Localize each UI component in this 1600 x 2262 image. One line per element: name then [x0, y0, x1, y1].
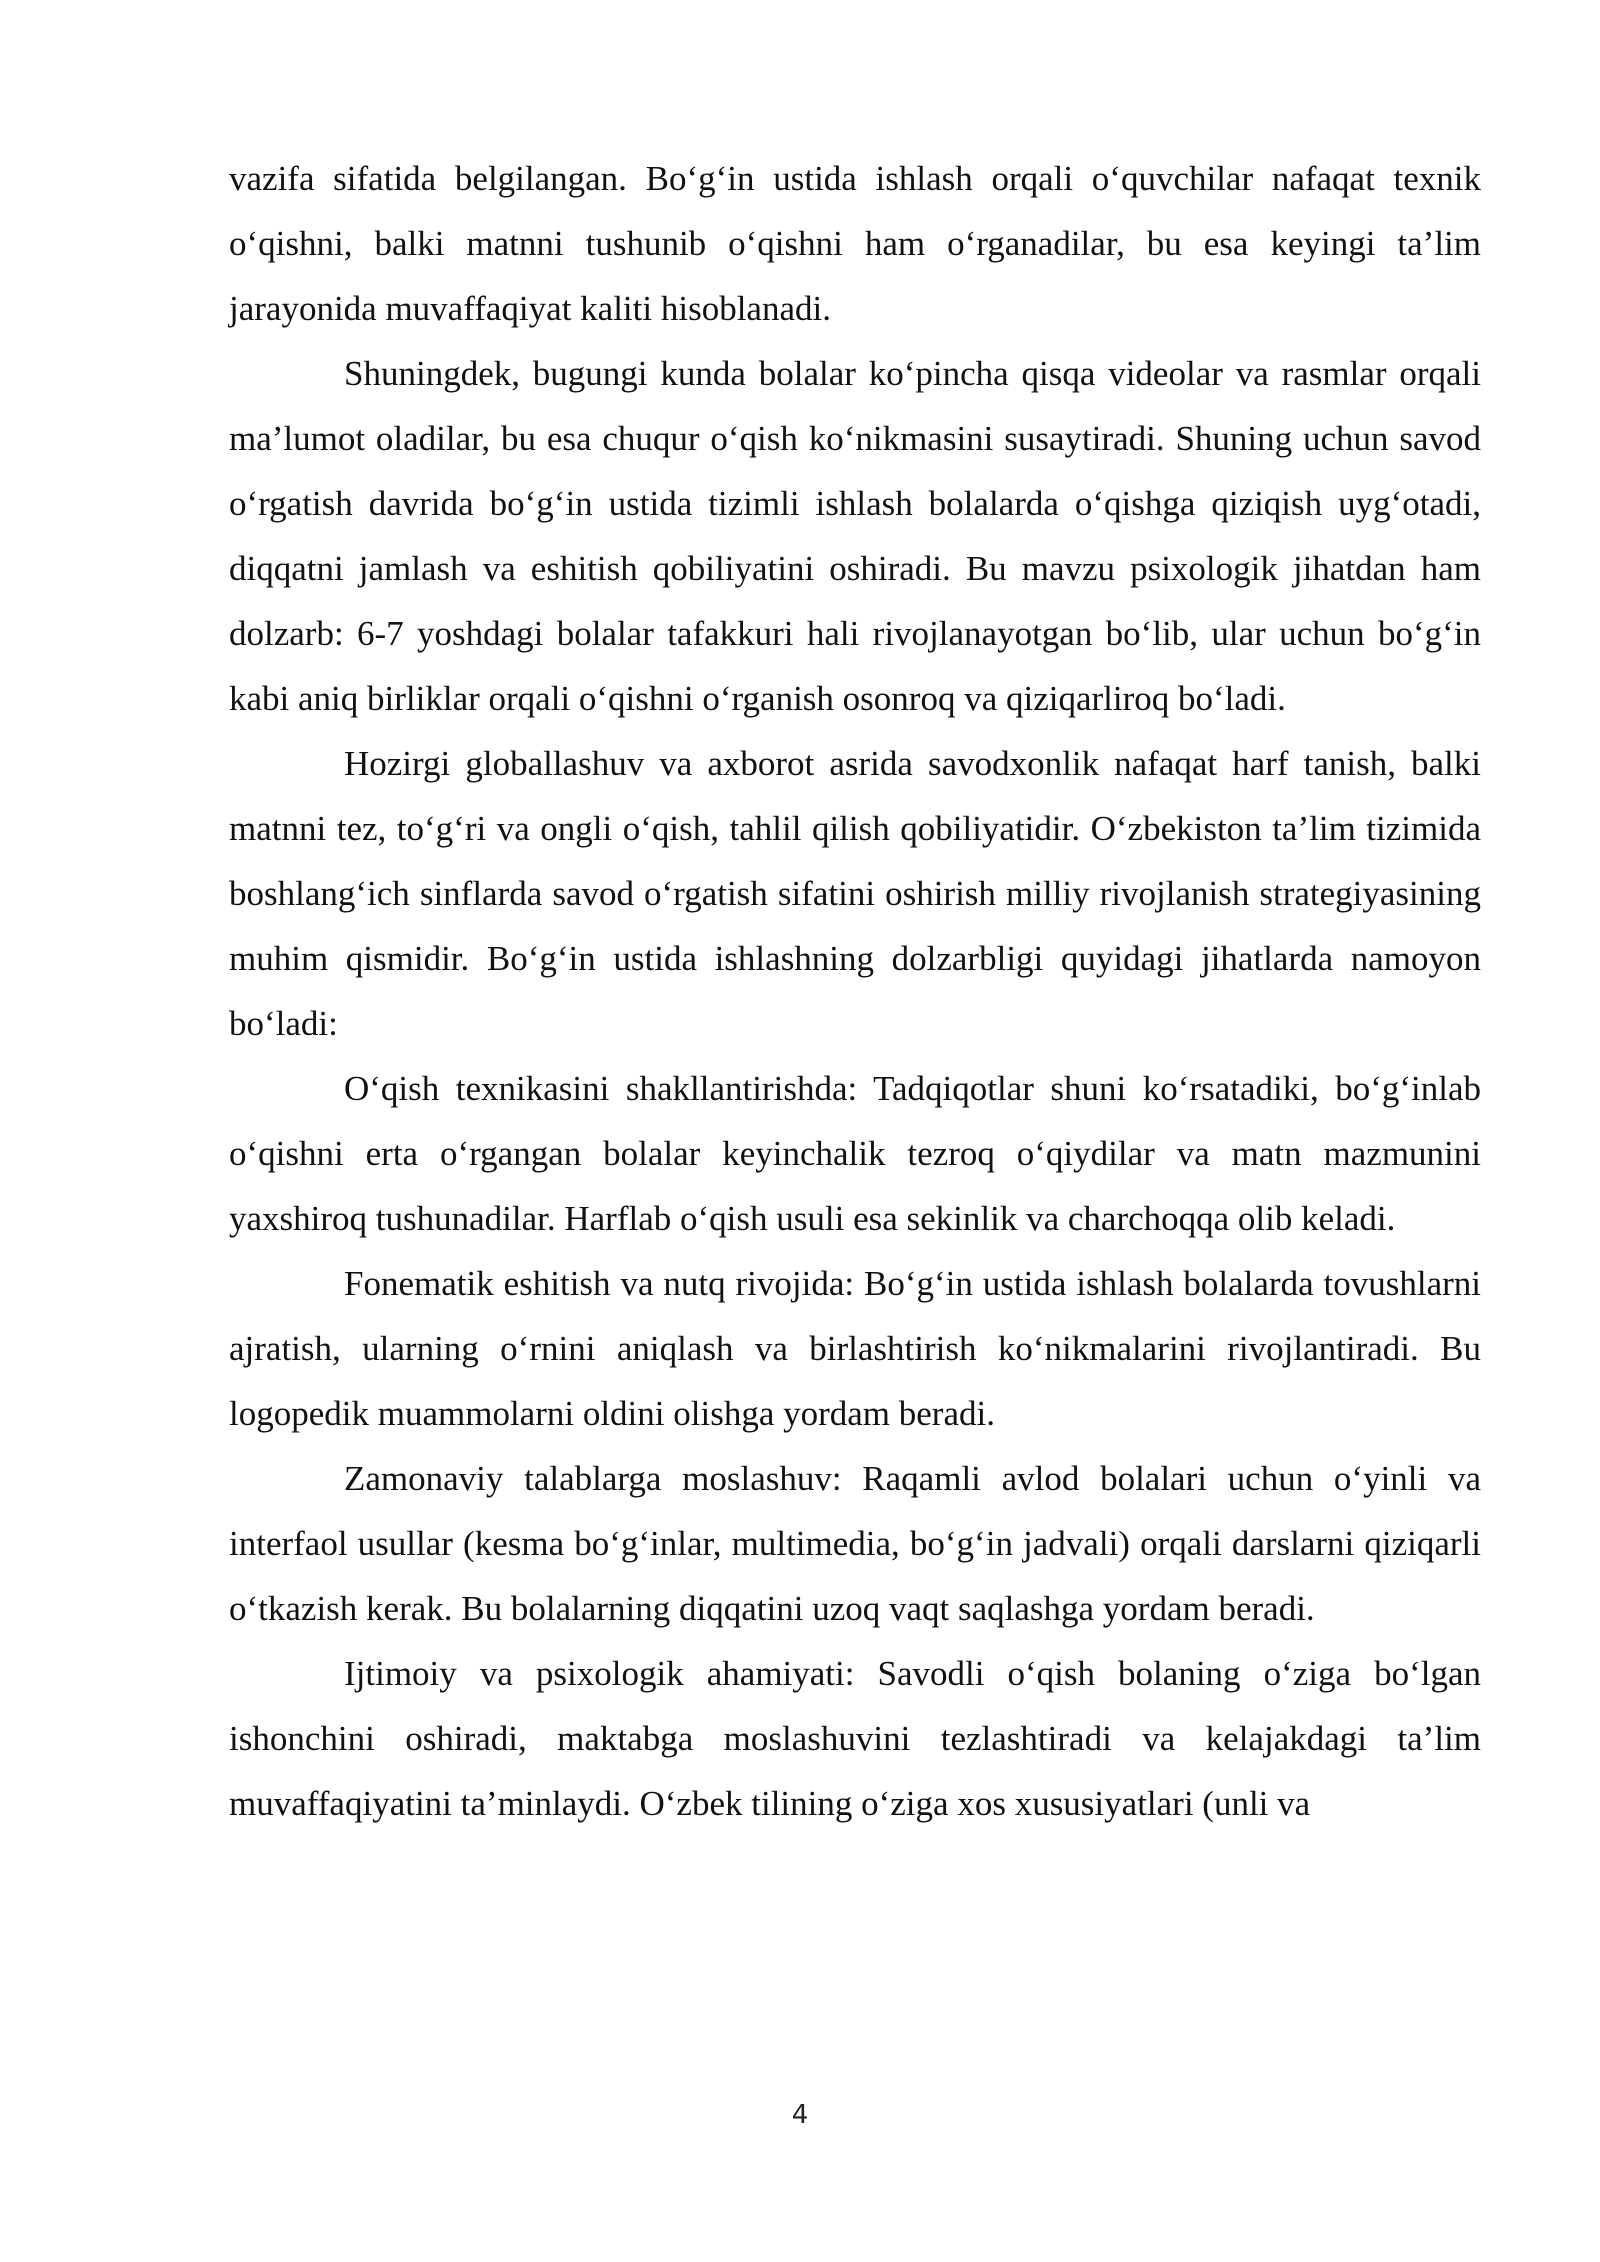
paragraph: O‘qish texnikasini shakllantirishda: Tadqiqotlar shuni ko‘rsatadiki, bo‘g‘inlab o‘qishni erta o‘rgangan bolalar keyinchalik tezroq o‘qiydilar va matn mazmunini yaxshiroq tushunadilar. Harflab o‘qish usuli esa sekinlik va charchoqqa olib keladi.	[229, 1069, 1481, 1238]
paragraph: Zamonaviy talablarga moslashuv: Raqamli avlod bolalari uchun o‘yinli va interfaol usullar (kesma bo‘g‘inlar, multimedia, bo‘g‘in jadvali) orqali darslarni qiziqarli o‘tkazish kerak. Bu bolalarning diqqatini uzoq vaqt saqlashga yordam beradi.	[229, 1459, 1481, 1628]
paragraph: Ijtimoiy va psixologik ahamiyati: Savodli o‘qish bolaning o‘ziga bo‘lgan ishonchini oshiradi, maktabga moslashuvini tezlashtiradi va kelajakdagi ta’lim muvaffaqiyatini ta’minlaydi. O‘zbek tilining o‘ziga xos xususiyatlari (unli va	[229, 1654, 1481, 1823]
paragraph: Hozirgi globallashuv va axborot asrida savodxonlik nafaqat harf tanish, balki matnni tez, to‘g‘ri va ongli o‘qish, tahlil qilish qobiliyatidir. O‘zbekiston ta’lim tizimida boshlang‘ich sinflarda savod o‘rgatish sifatini oshirish milliy rivojlanish strategiyasining muhim qismidir. Bo‘g‘in ustida ishlashning dolzarbligi quyidagi jihatlarda namoyon bo‘ladi:	[229, 744, 1481, 1043]
paragraph: Fonematik eshitish va nutq rivojida: Bo‘g‘in ustida ishlash bolalarda tovushlarni ajratish, ularning o‘rnini aniqlash va birlashtirish ko‘nikmalarini rivojlantiradi. Bu logopedik muammolarni oldini olishga yordam beradi.	[229, 1264, 1481, 1433]
body-text	[229, 146, 1481, 1836]
paragraph-continuation: vazifa sifatida belgilangan. Bo‘g‘in ustida ishlash orqali o‘quvchilar nafaqat texnik o‘qishni, balki matnni tushunib o‘qishni ham o‘rganadilar, bu esa keyingi ta’lim jarayonida muvaffaqiyat kaliti hisoblanadi.	[229, 159, 1481, 328]
page-number: 4	[791, 2100, 809, 2130]
paragraph: Shuningdek, bugungi kunda bolalar ko‘pincha qisqa videolar va rasmlar orqali ma’lumot oladilar, bu esa chuqur o‘qish ko‘nikmasini susaytiradi. Shuning uchun savod o‘rgatish davrida bo‘g‘in ustida tizimli ishlash bolalarda o‘qishga qiziqish uyg‘otadi, diqqatni jamlash va eshitish qobiliyatini oshiradi. Bu mavzu psixologik jihatdan ham dolzarb: 6-7 yoshdagi bolalar tafakkuri hali rivojlanayotgan bo‘lib, ular uchun bo‘g‘in kabi aniq birliklar orqali o‘qishni o‘rganish osonroq va qiziqarliroq bo‘ladi.	[229, 354, 1481, 718]
